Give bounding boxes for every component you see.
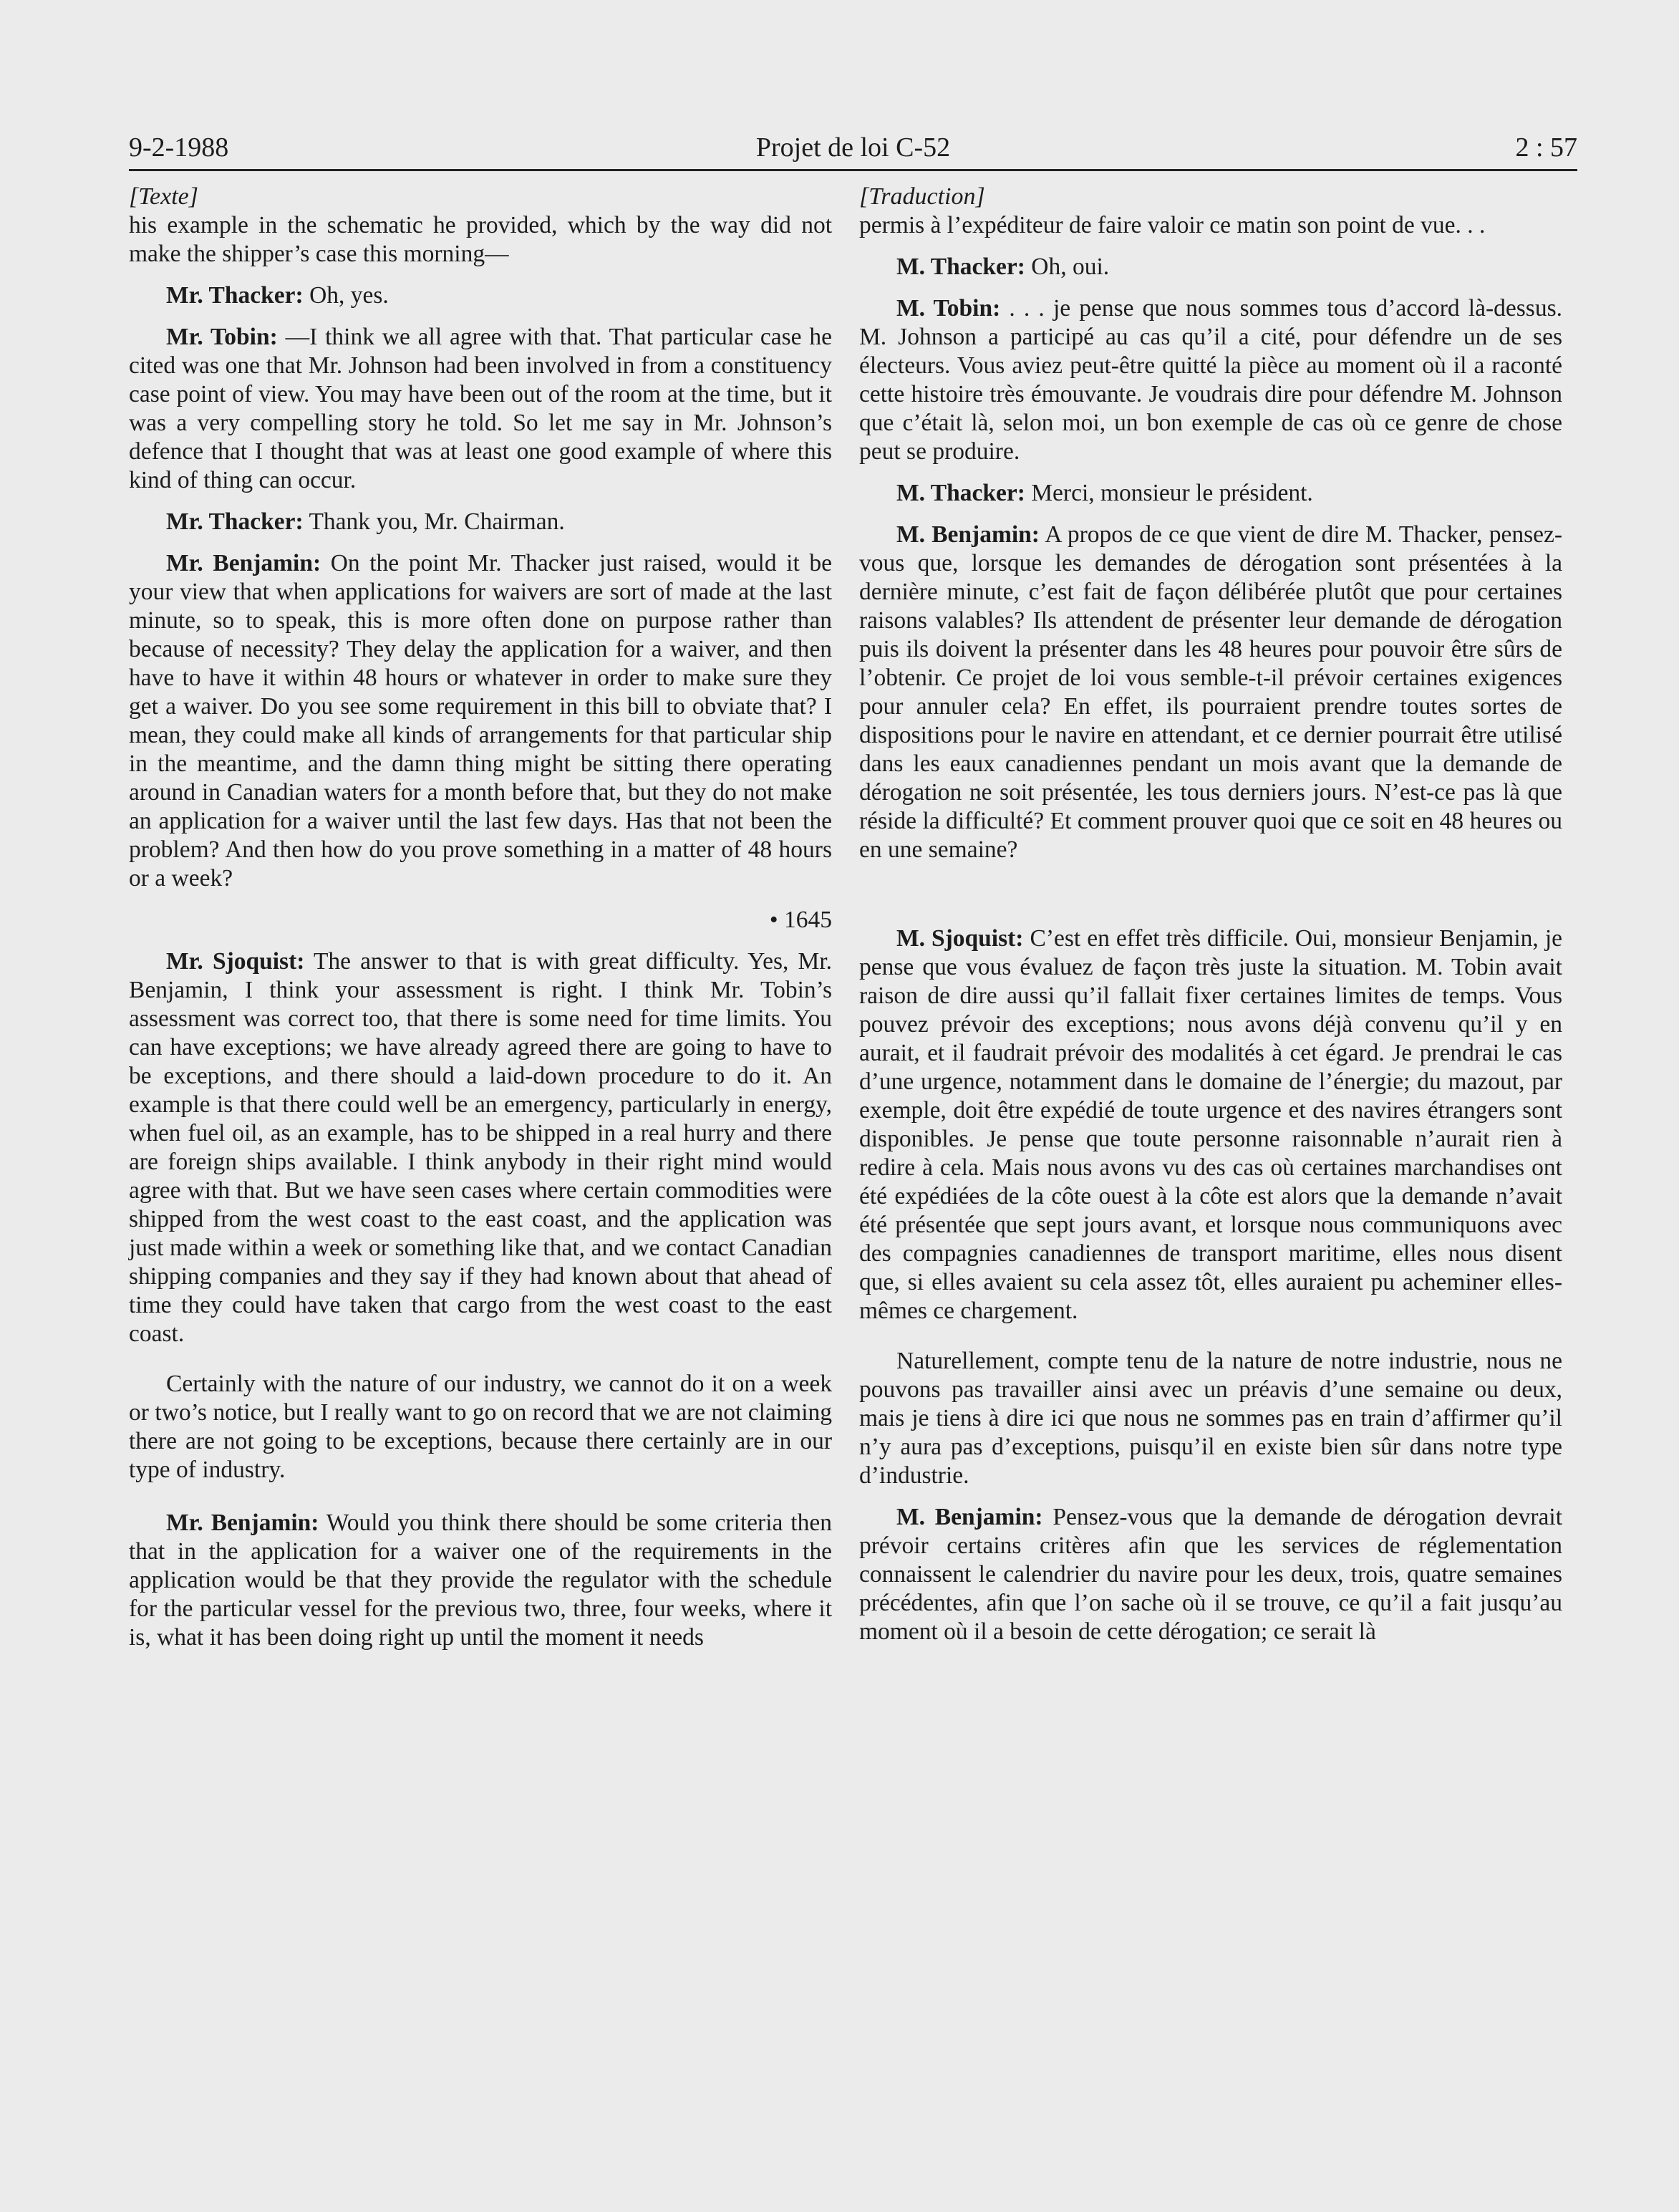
column-label-traduction: [Traduction] bbox=[859, 183, 985, 210]
speaker-name: M. Benjamin: bbox=[896, 1504, 1043, 1530]
speaker-name: M. Thacker: bbox=[896, 480, 1025, 506]
paragraph bbox=[859, 924, 1562, 1325]
paragraph-text: On the point Mr. Thacker just raised, would it be your view that when applications for waivers are sort of made at the last minute, so to speak, this is more often done on purpose rather than because of necessity? They delay the application for a waiver, and then have to have it within 48 hours or whatever in order to make sure they get a waiver. Do you see some requirement in this bill to obviate that? I mean, they could make all kinds of arrangements for that particular ship in the meantime, and the damn thing might be sitting there operating around in Canadian waters for a month before that, but they do not make an application for a waiver until the last few days. Has that not been the problem? And then how do you prove something in a matter of 48 hours or a week? bbox=[129, 550, 832, 892]
paragraph bbox=[129, 549, 832, 893]
page-header bbox=[129, 126, 1577, 171]
paragraph-text: The answer to that is with great difficulty. Yes, Mr. Benjamin, I think your assessment is right. I think Mr. Tobin’s assessment was correct too, that there is some need for time limits. You can have exceptions; we have already agreed there are going to have to be exceptions, and there should a laid-down procedure to do it. An example is that there could well be an emergency, particularly in energy, when fuel oil, as an example, has to be shipped in a real hurry and there are foreign ships available. I think anybody in their right mind would agree with that. But we have seen cases where certain commodities were shipped from the west coast to the east coast, and the application was just made within a week or something like that, and we contact Canadian shipping companies and they say if they had known about that ahead of time they could have taken that cargo from the west coast to the east coast. bbox=[129, 948, 833, 1347]
header-page-number: 2 : 57 bbox=[1515, 132, 1577, 163]
speaker-name: Mr. Sjoquist: bbox=[166, 948, 305, 975]
speaker-name: Mr. Benjamin: bbox=[166, 1510, 319, 1536]
paragraph bbox=[859, 1503, 1562, 1646]
paragraph bbox=[129, 947, 832, 1348]
speaker-name: M. Tobin: bbox=[896, 295, 1001, 322]
speaker-name: M. Sjoquist: bbox=[896, 925, 1024, 952]
paragraph bbox=[129, 281, 832, 310]
speaker-name: Mr. Tobin: bbox=[166, 324, 278, 350]
paragraph-text: Oh, yes. bbox=[303, 282, 389, 309]
paragraph-text: Thank you, Mr. Chairman. bbox=[303, 508, 565, 535]
paragraph-text: Certainly with the nature of our industry, we cannot do it on a week or two’s notice, but I really want to go on record that we are not claiming there are not going to be exceptions, because there certainly are in our type of industry. bbox=[129, 1371, 832, 1483]
speaker-name: Mr. Thacker: bbox=[166, 282, 304, 309]
paragraph bbox=[129, 1370, 832, 1484]
speaker-name: Mr. Thacker: bbox=[166, 508, 304, 535]
paragraph-text: C’est en effet très difficile. Oui, monsieur Benjamin, je pense que vous évaluez de façon très juste la situation. M. Tobin avait raison de dire aussi qu’il fallait fixer certaines limites de temps. Vous pouvez prévoir des exceptions; nous avons déjà convenu qu’il y en aurait, et il faudrait prévoir des modalités à cet égard. Je prendrai le cas d’une urgence, notamment dans le domaine de l’énergie; du mazout, par exemple, doit être expédié de toute urgence et des navires étrangers sont disponibles. Je pense que toute personne raisonnable n’aurait rien à redire à cela. Mais nous avons vu des cas où certaines marchandises ont été expédiées de la côte ouest à la côte est alors que la demande n’avait été présentée que sept jours avant, et lorsque nous communiquons avec des compagnies canadiennes de transport maritime, elles nous disent que, si elles avaient su cela assez tôt, elles auraient pu acheminer elles-mêmes ce chargement. bbox=[859, 925, 1562, 1324]
time-marker: • 1645 bbox=[769, 907, 832, 933]
paragraph bbox=[129, 211, 832, 269]
paragraph-text: Would you think there should be some criteria then that in the application for a waiver one of the requirements in the application would be that they provide the regulator with the schedule for the particular vessel for the previous two, three, four weeks, where it is, what it has been doing right up until the moment it needs bbox=[129, 1510, 832, 1651]
left-column-english bbox=[129, 183, 832, 1665]
paragraph-text: —I think we all agree with that. That particular case he cited was one that Mr. Johnson had been involved in from a constituency case point of view. You may have been out of the room at the time, but it was a very compelling story he told. So let me say in Mr. Johnson’s defence that I thought that was at least one good example of where this kind of thing can occur. bbox=[129, 324, 832, 493]
paragraph bbox=[859, 294, 1562, 466]
paragraph-text: permis à l’expéditeur de faire valoir ce matin son point de vue. . . bbox=[859, 212, 1486, 238]
paragraph bbox=[859, 211, 1562, 240]
paragraph-text: Oh, oui. bbox=[1025, 253, 1110, 280]
paragraph-text: A propos de ce que vient de dire M. Thacker, pensez-vous que, lorsque les demandes de dérogation sont présentées à la dernière minute, c’est fait de façon délibérée plutôt que pour certaines raisons valables? Ils attendent de présenter leur demande de dérogation puis ils doivent la présenter dans les 48 heures pour pouvoir être sûrs de l’obtenir. Ce projet de loi vous semble-t-il prévoir certaines exigences pour annuler cela? En effet, ils pourraient prendre toutes sortes de dispositions pour le navire en attendant, et ce dernier pourrait être utilisé dans les eaux canadiennes pendant un mois avant que la demande de dérogation ne soit présentée, les tous derniers jours. N’est-ce pas là que réside la difficulté? Et comment prouver quoi que ce soit en 48 heures ou en une semaine? bbox=[859, 521, 1563, 863]
paragraph-text: Merci, monsieur le président. bbox=[1025, 480, 1313, 506]
speaker-name: M. Thacker: bbox=[896, 253, 1025, 280]
column-label-texte: [Texte] bbox=[129, 183, 198, 210]
paragraph-text: Pensez-vous que la demande de dérogation devrait prévoir certains critères afin que les services de réglementation connaissent le calendrier du navire pour les deux, trois, quatre semaines précédentes, afin que l’on sache où il se trouve, ce qu’il a fait jusqu’au moment où il a besoin de cette dérogation; ce serait là bbox=[859, 1504, 1563, 1645]
paragraph bbox=[859, 253, 1562, 281]
paragraph bbox=[129, 323, 832, 495]
speaker-name: Mr. Benjamin: bbox=[166, 550, 321, 576]
paragraph bbox=[859, 479, 1562, 508]
paragraph bbox=[859, 1347, 1562, 1490]
paragraph bbox=[859, 521, 1562, 864]
paragraph bbox=[129, 1509, 832, 1652]
paragraph-text: his example in the schematic he provided, which by the way did not make the shipper’s case this morning— bbox=[129, 212, 832, 267]
header-title: Projet de loi C-52 bbox=[755, 132, 951, 163]
paragraph-text: . . . je pense que nous sommes tous d’accord là-dessus. M. Johnson a participé au cas qu’il a cité, pour défendre un de ses électeurs. Vous aviez peut-être quitté la pièce au moment où il a raconté cette histoire très émouvante. Je voudrais dire pour défendre M. Johnson que c’était là, selon moi, un bon exemple de cas où ce genre de chose peut se produire. bbox=[859, 295, 1562, 465]
right-column-french bbox=[859, 183, 1562, 1659]
paragraph-text: Naturellement, compte tenu de la nature de notre industrie, nous ne pouvons pas travailler ainsi avec un préavis d’une semaine ou deux, mais je tiens à dire ici que nous ne sommes pas en train d’affirmer qu’il n’y aura pas d’exceptions, puisqu’il en existe bien sûr dans notre type d’industrie. bbox=[859, 1348, 1562, 1489]
header-date: 9-2-1988 bbox=[129, 132, 229, 163]
paragraph bbox=[129, 508, 832, 536]
speaker-name: M. Benjamin: bbox=[896, 521, 1040, 548]
